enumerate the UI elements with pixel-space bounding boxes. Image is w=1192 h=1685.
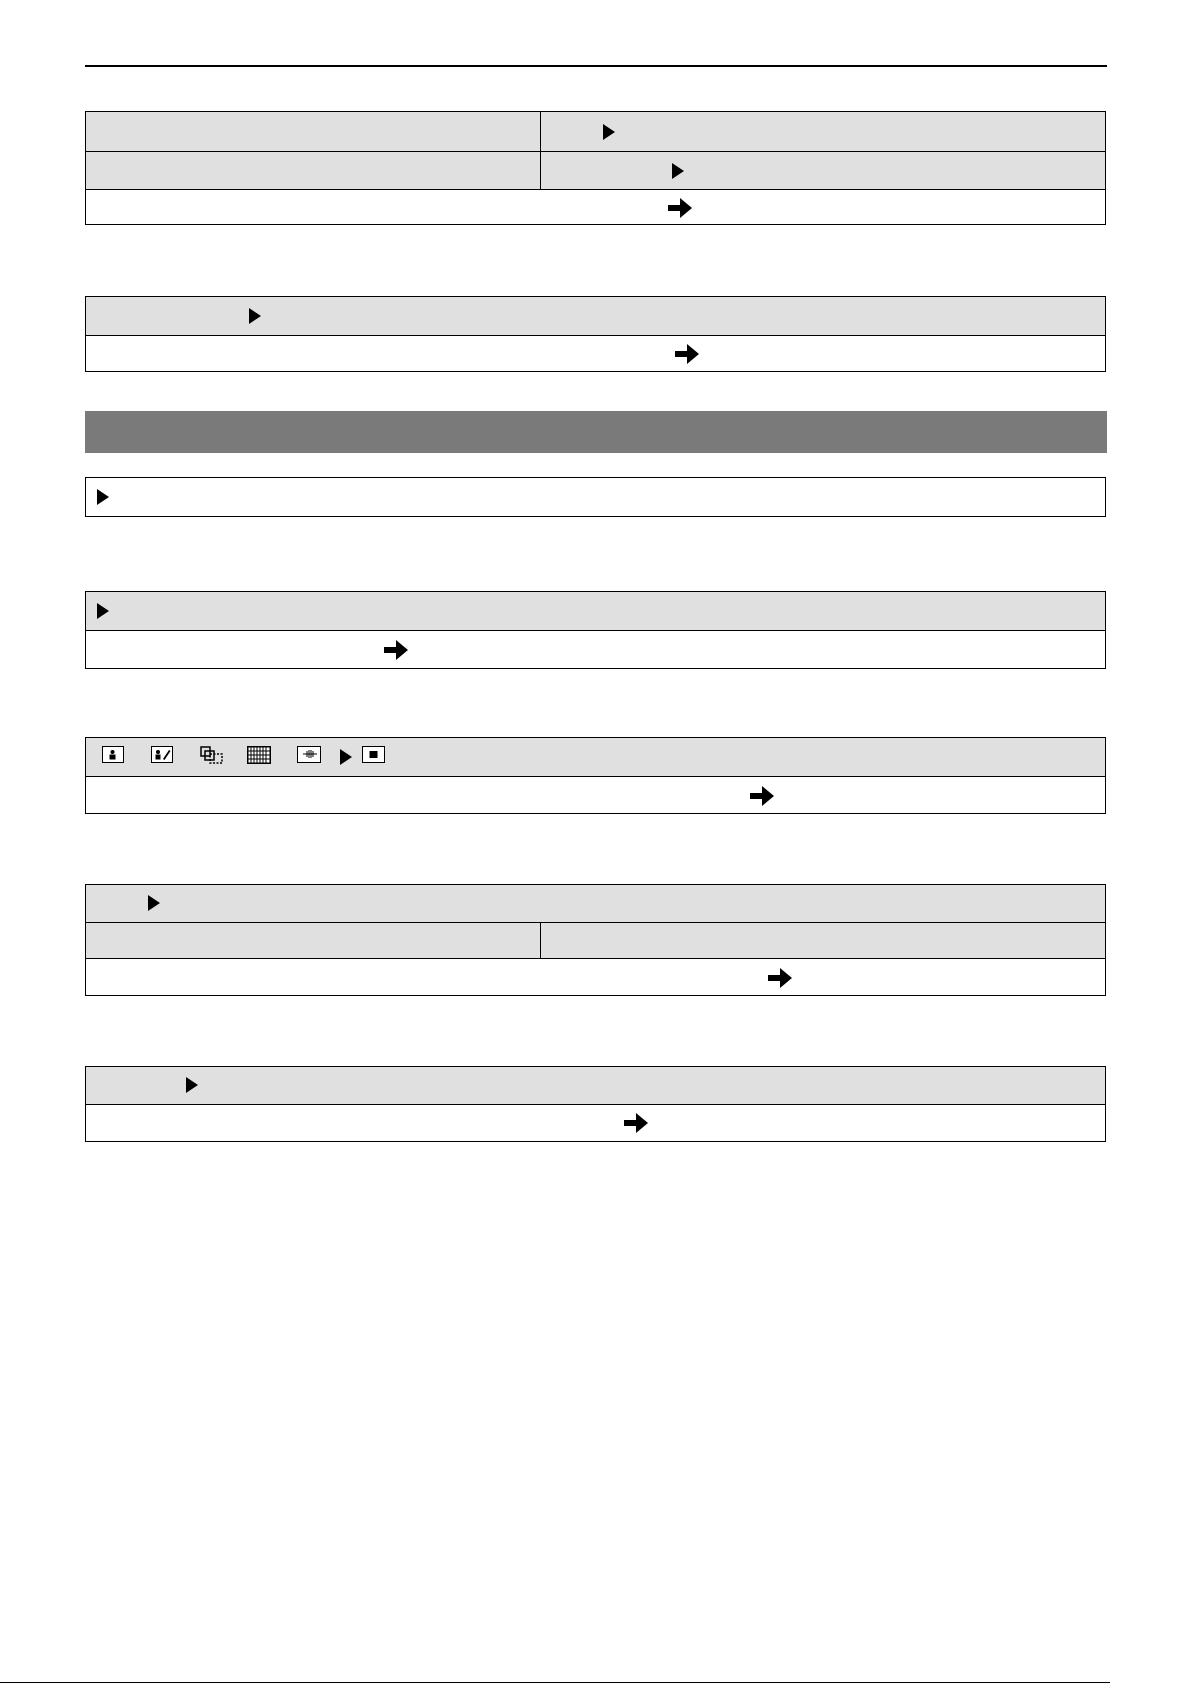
arrow-right-icon — [675, 344, 699, 364]
column-divider — [540, 152, 541, 189]
reference-row — [86, 958, 1105, 995]
triangle-right-icon — [97, 603, 109, 619]
triangle-right-icon — [148, 895, 160, 911]
reference-row — [86, 630, 1105, 668]
triangle-right-icon — [340, 749, 352, 765]
reference-row — [86, 776, 1105, 813]
menu-path-row — [86, 151, 1105, 189]
menu-path-row — [86, 112, 1105, 151]
column-divider — [540, 112, 541, 151]
header-rule — [85, 65, 1107, 67]
arrow-right-icon — [624, 1113, 648, 1133]
menu-path-row — [86, 478, 1105, 516]
menu-path-row — [86, 1067, 1105, 1104]
arrow-right-icon — [384, 640, 408, 660]
reference-row — [86, 1104, 1105, 1141]
footer-rule — [0, 1682, 1110, 1683]
reference-row — [86, 335, 1105, 371]
center-marker-mode-icon — [297, 746, 321, 763]
triangle-right-icon — [186, 1077, 198, 1093]
menu-table-7 — [85, 1066, 1106, 1142]
section-header-band — [85, 411, 1107, 453]
menu-table-6 — [85, 884, 1106, 996]
menu-table-4 — [85, 591, 1106, 669]
menu-table-1 — [85, 111, 1106, 225]
arrow-right-icon — [668, 198, 692, 218]
mode-icons-row — [86, 738, 1105, 776]
menu-table-2 — [85, 296, 1106, 372]
menu-path-row — [86, 885, 1105, 922]
triangle-right-icon — [97, 489, 109, 505]
menu-table-3 — [85, 477, 1106, 517]
multi-frame-mode-icon — [200, 746, 224, 765]
stop-mode-icon — [362, 746, 385, 763]
column-divider — [540, 923, 541, 958]
triangle-right-icon — [672, 163, 684, 179]
menu-path-row — [86, 297, 1105, 335]
grid-mode-icon — [247, 746, 271, 764]
triangle-right-icon — [603, 124, 615, 140]
portrait-pen-mode-icon — [151, 746, 173, 763]
portrait-mode-icon — [102, 746, 124, 763]
reference-row — [86, 189, 1105, 224]
triangle-right-icon — [249, 308, 261, 324]
arrow-right-icon — [768, 968, 792, 988]
arrow-right-icon — [750, 786, 774, 806]
menu-table-5 — [85, 737, 1106, 814]
menu-path-row — [86, 922, 1105, 958]
menu-path-row — [86, 592, 1105, 630]
